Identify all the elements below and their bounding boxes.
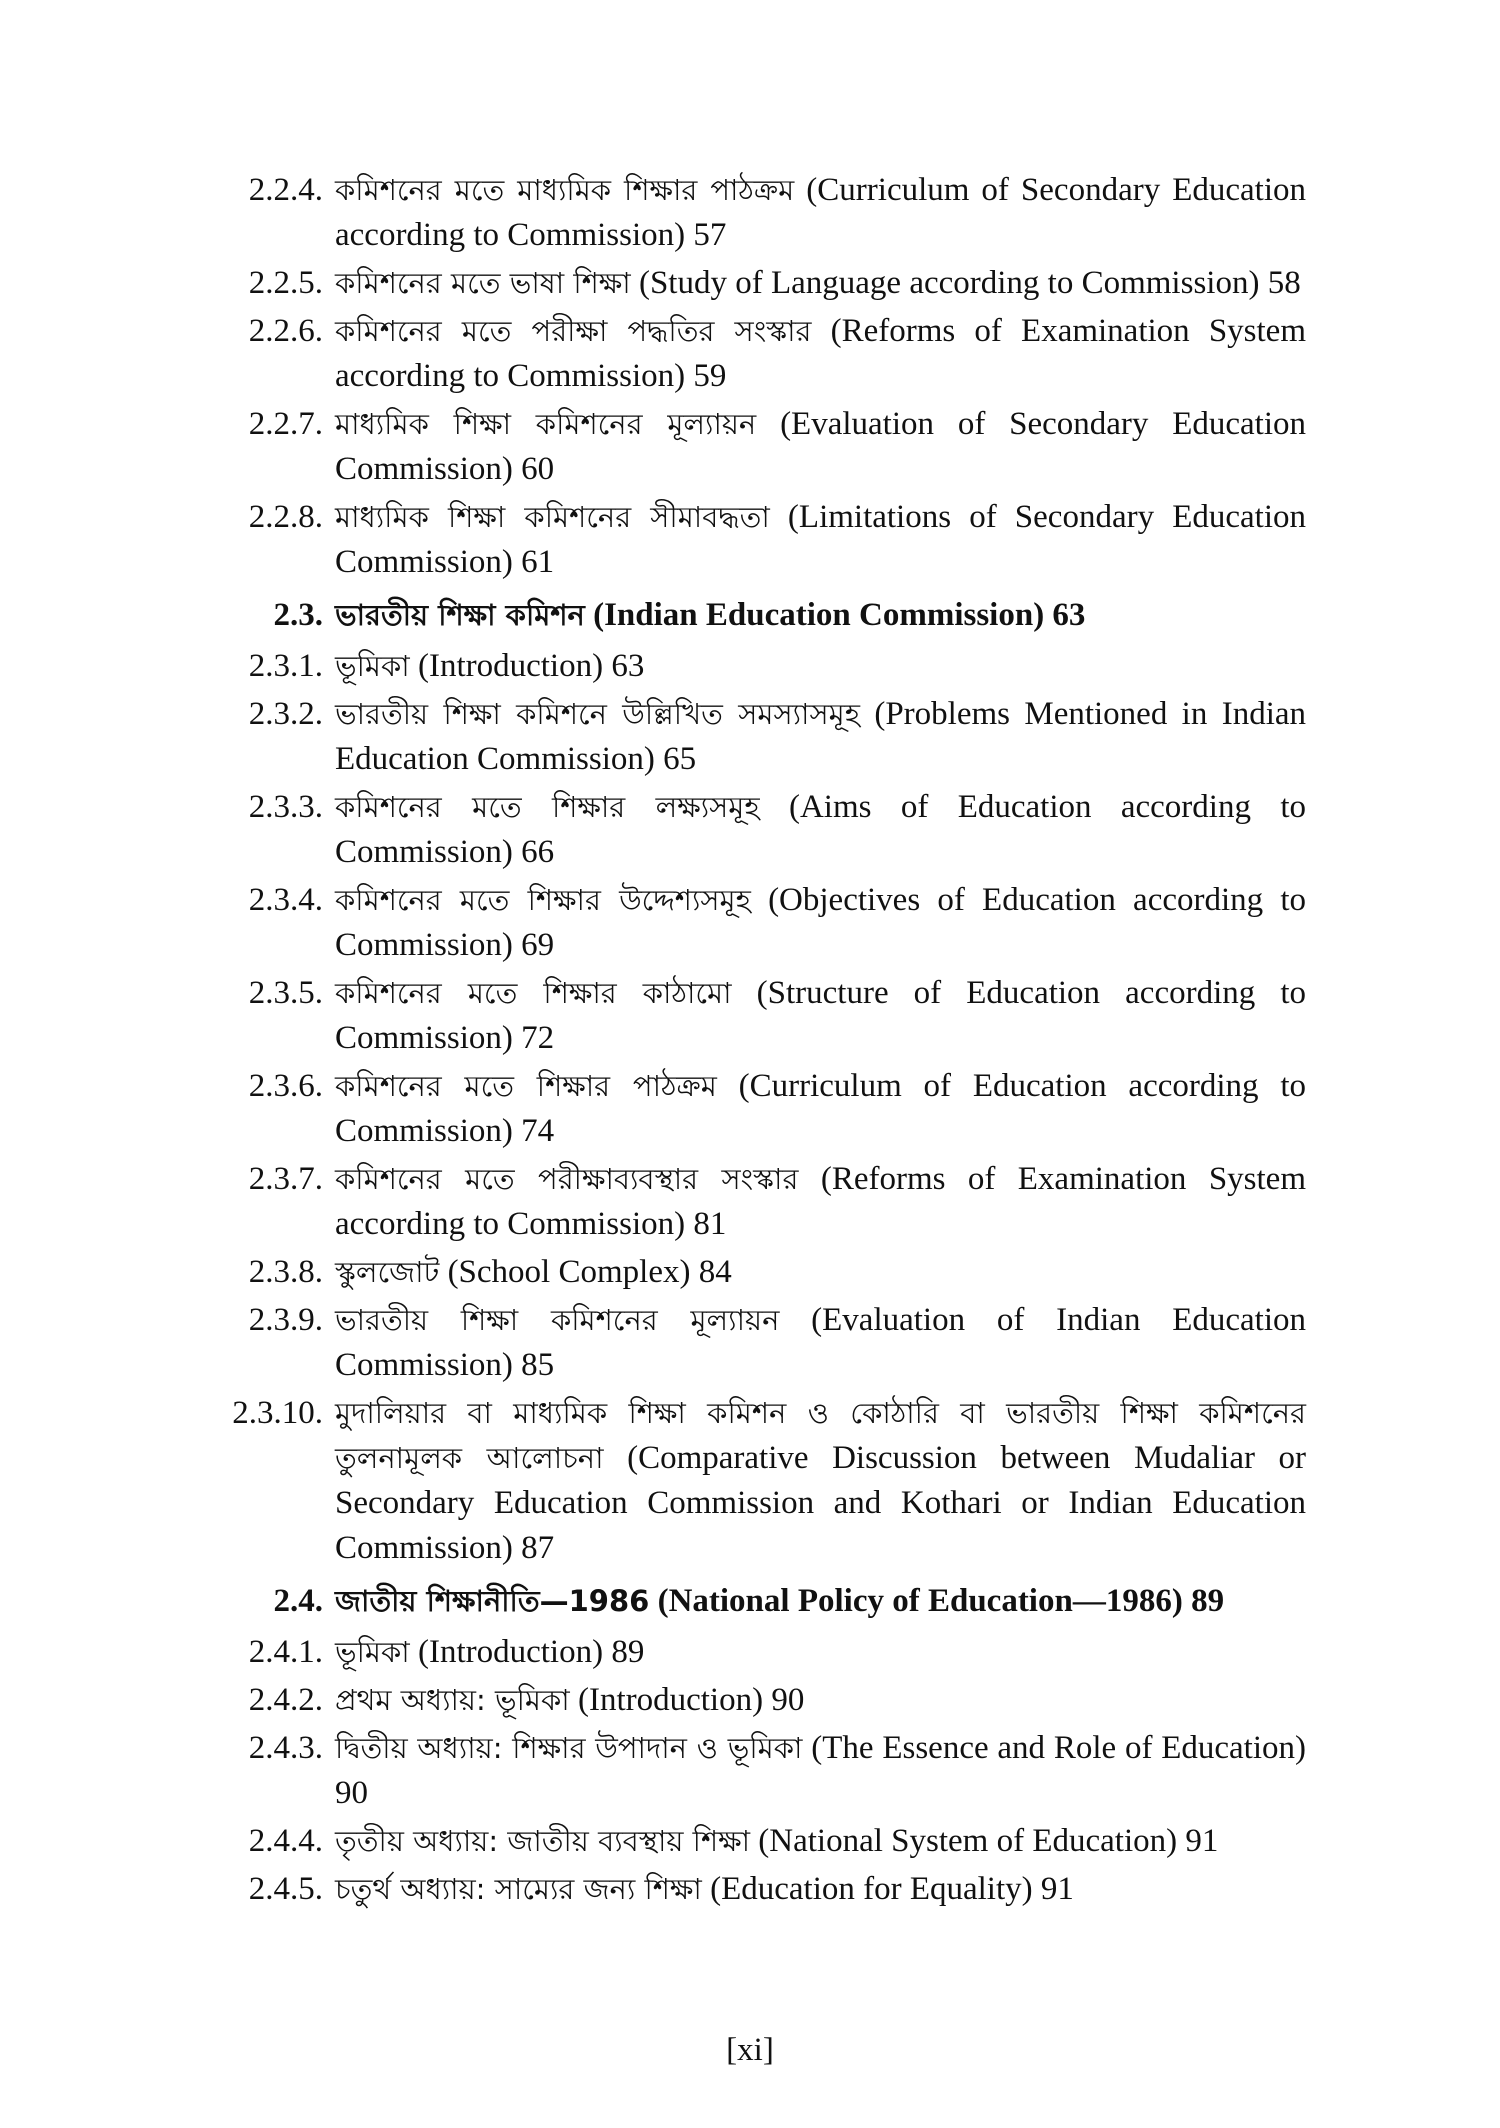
toc-entry [0, 1678, 1500, 1723]
toc-entry-title [335, 1867, 1306, 1912]
toc-entry-english-title: (School Complex) 84 [447, 1254, 732, 1290]
toc-entry-number: 2.3.5. [248, 975, 323, 1011]
toc-entry [0, 309, 1500, 399]
toc-entry-number: 2.2.7. [248, 406, 323, 442]
toc-entry-number: 2.3.4. [248, 882, 323, 918]
toc-entry [0, 168, 1500, 258]
toc-entry [0, 1064, 1500, 1154]
toc-entry-number: 2.2.5. [248, 265, 323, 301]
toc-entry-number: 2.3.6. [248, 1068, 323, 1104]
toc-entry-title [335, 1630, 1306, 1675]
toc-entry-english-title: (Limitations of Secondary Education Commission) 61 [335, 499, 1306, 580]
toc-entry-english-title: (Introduction) 89 [417, 1634, 645, 1670]
toc-section-heading [0, 593, 1500, 638]
toc-entry-bengali-title: মুদালিয়ার বা মাধ্যমিক শিক্ষা কমিশন ও কোঠারি বা ভারতীয় শিক্ষা কমিশনের তুলনামূলক আলোচনা [335, 1396, 1306, 1475]
toc-entry-bengali-title: ভূমিকা [335, 649, 410, 683]
toc-entry-bengali-title: কমিশনের মতে পরীক্ষা পদ্ধতির সংস্কার [335, 314, 812, 348]
toc-entry [0, 402, 1500, 492]
toc-entry-number: 2.2.6. [248, 313, 323, 349]
toc-entry [0, 644, 1500, 689]
toc-entry-number: 2.3.7. [248, 1161, 323, 1197]
toc-entry-bengali-title: স্কুলজোট [335, 1255, 440, 1289]
toc-entry-title [335, 1726, 1306, 1816]
toc-entry-english-title: (Reforms of Examination System according to Commission) 81 [335, 1161, 1306, 1242]
toc-entry [0, 785, 1500, 875]
toc-entry [0, 1157, 1500, 1247]
toc-entry-bengali-title: ভারতীয় শিক্ষা কমিশন [335, 598, 585, 632]
toc-entry-title [335, 878, 1306, 968]
toc-entry [0, 1298, 1500, 1388]
toc-entry-english-title: (Structure of Education according to Commission) 72 [335, 975, 1307, 1056]
toc-entry-title [335, 1298, 1306, 1388]
toc-entry-english-title: (Curriculum of Secondary Education according to Commission) 57 [335, 172, 1306, 253]
toc-entry-number: 2.4.5. [248, 1871, 323, 1907]
toc-entry-number: 2.2.8. [248, 499, 323, 535]
toc-entry-title [335, 1157, 1306, 1247]
toc-entry-english-title: (Indian Education Commission) 63 [593, 597, 1086, 633]
toc-entry-number: 2.4.3. [248, 1730, 323, 1766]
toc-entry-bengali-title: কমিশনের মতে পরীক্ষাব্যবস্থার সংস্কার [335, 1162, 799, 1196]
toc-entry-title [335, 168, 1306, 258]
toc-entry-bengali-title: মাধ্যমিক শিক্ষা কমিশনের সীমাবদ্ধতা [335, 500, 770, 534]
toc-entry [0, 495, 1500, 585]
toc-entry-number: 2.3.8. [248, 1254, 323, 1290]
toc-entry-number: 2.4. [273, 1583, 323, 1619]
toc-entry-number: 2.3. [273, 597, 323, 633]
toc-entry-english-title: (Evaluation of Secondary Education Commission) 60 [335, 406, 1307, 487]
toc-entry-title [335, 261, 1306, 306]
toc-entry-title [335, 495, 1306, 585]
toc-entry-title [335, 1678, 1306, 1723]
toc-entry [0, 261, 1500, 306]
toc-entry-bengali-title: কমিশনের মতে ভাষা শিক্ষা [335, 266, 631, 300]
toc-entry-bengali-title: কমিশনের মতে শিক্ষার উদ্দেশ্যসমূহ [335, 883, 751, 917]
toc-entry-bengali-title: জাতীয় শিক্ষানীতি—1986 [335, 1584, 650, 1618]
toc-entry-title [335, 1064, 1306, 1154]
toc-entry [0, 692, 1500, 782]
toc-entry [0, 1630, 1500, 1675]
toc-entry-number: 2.4.2. [248, 1682, 323, 1718]
toc-entry-english-title: (The Essence and Role of Education) 90 [335, 1730, 1306, 1811]
toc-entry-number: 2.3.10. [232, 1395, 323, 1431]
toc-entry [0, 878, 1500, 968]
toc-entry-title [335, 1250, 1306, 1295]
toc-entry [0, 1391, 1500, 1571]
toc-entry-english-title: (Problems Mentioned in Indian Education Commission) 65 [335, 696, 1307, 777]
toc-entry-title [335, 1579, 1306, 1624]
toc-entry-bengali-title: ভারতীয় শিক্ষা কমিশনের মূল্যায়ন [335, 1303, 780, 1337]
toc-entry-title [335, 971, 1306, 1061]
toc-entry [0, 1867, 1500, 1912]
toc-entry-english-title: (Study of Language according to Commission) 58 [638, 265, 1301, 301]
toc-entry-title [335, 692, 1306, 782]
toc-entry-bengali-title: দ্বিতীয় অধ্যায়: শিক্ষার উপাদান ও ভূমিকা [335, 1731, 803, 1765]
toc-entry-number: 2.3.9. [248, 1302, 323, 1338]
toc-entry-bengali-title: কমিশনের মতে শিক্ষার লক্ষ্যসমূহ [335, 790, 760, 824]
toc-entry-bengali-title: মাধ্যমিক শিক্ষা কমিশনের মূল্যায়ন [335, 407, 757, 441]
toc-entry-bengali-title: কমিশনের মতে শিক্ষার কাঠামো [335, 976, 732, 1010]
toc-entry-number: 2.4.4. [248, 1823, 323, 1859]
toc-entry-english-title: (Aims of Education according to Commission) 66 [335, 789, 1307, 870]
toc-entry-english-title: (Evaluation of Indian Education Commission) 85 [335, 1302, 1307, 1383]
toc-entry [0, 971, 1500, 1061]
toc-entry-bengali-title: কমিশনের মতে শিক্ষার পাঠক্রম [335, 1069, 717, 1103]
toc-entry-english-title: (National Policy of Education—1986) 89 [657, 1583, 1225, 1619]
toc-entry-english-title: (Comparative Discussion between Mudaliar or Secondary Education Commission and Kothari or Indian Education Commission) 87 [335, 1440, 1307, 1566]
toc-entry-english-title: (National System of Education) 91 [758, 1823, 1219, 1859]
toc-entry-title [335, 1391, 1306, 1571]
toc-entry-number: 2.4.1. [248, 1634, 323, 1670]
toc-entry-title [335, 593, 1306, 638]
toc-entry-english-title: (Objectives of Education according to Commission) 69 [335, 882, 1307, 963]
toc-section-heading [0, 1579, 1500, 1624]
toc-entry-number: 2.2.4. [248, 172, 323, 208]
toc-entry-bengali-title: চতুর্থ অধ্যায়: সাম্যের জন্য শিক্ষা [335, 1872, 702, 1906]
toc-entry-number: 2.3.2. [248, 696, 323, 732]
toc-entry [0, 1726, 1500, 1816]
page-number: [xi] [726, 2032, 774, 2068]
toc-entry-title [335, 309, 1306, 399]
table-of-contents [0, 168, 1500, 1915]
toc-entry-english-title: (Education for Equality) 91 [710, 1871, 1074, 1907]
toc-entry-english-title: (Reforms of Examination System according to Commission) 59 [335, 313, 1306, 394]
toc-entry-title [335, 644, 1306, 689]
toc-entry-title [335, 1819, 1306, 1864]
toc-entry-bengali-title: তৃতীয় অধ্যায়: জাতীয় ব্যবস্থায় শিক্ষা [335, 1824, 751, 1858]
toc-entry [0, 1250, 1500, 1295]
toc-entry-title [335, 785, 1306, 875]
toc-entry-number: 2.3.1. [248, 648, 323, 684]
toc-entry-english-title: (Curriculum of Education according to Commission) 74 [335, 1068, 1306, 1149]
toc-entry-number: 2.3.3. [248, 789, 323, 825]
toc-entry-english-title: (Introduction) 90 [577, 1682, 805, 1718]
toc-entry-bengali-title: ভারতীয় শিক্ষা কমিশনে উল্লিখিত সমস্যাসমূহ [335, 697, 860, 731]
toc-entry [0, 1819, 1500, 1864]
toc-entry-english-title: (Introduction) 63 [417, 648, 645, 684]
toc-entry-bengali-title: ভূমিকা [335, 1635, 410, 1669]
toc-entry-title [335, 402, 1306, 492]
toc-entry-bengali-title: প্রথম অধ্যায়: ভূমিকা [335, 1683, 570, 1717]
toc-entry-bengali-title: কমিশনের মতে মাধ্যমিক শিক্ষার পাঠক্রম [335, 173, 795, 207]
